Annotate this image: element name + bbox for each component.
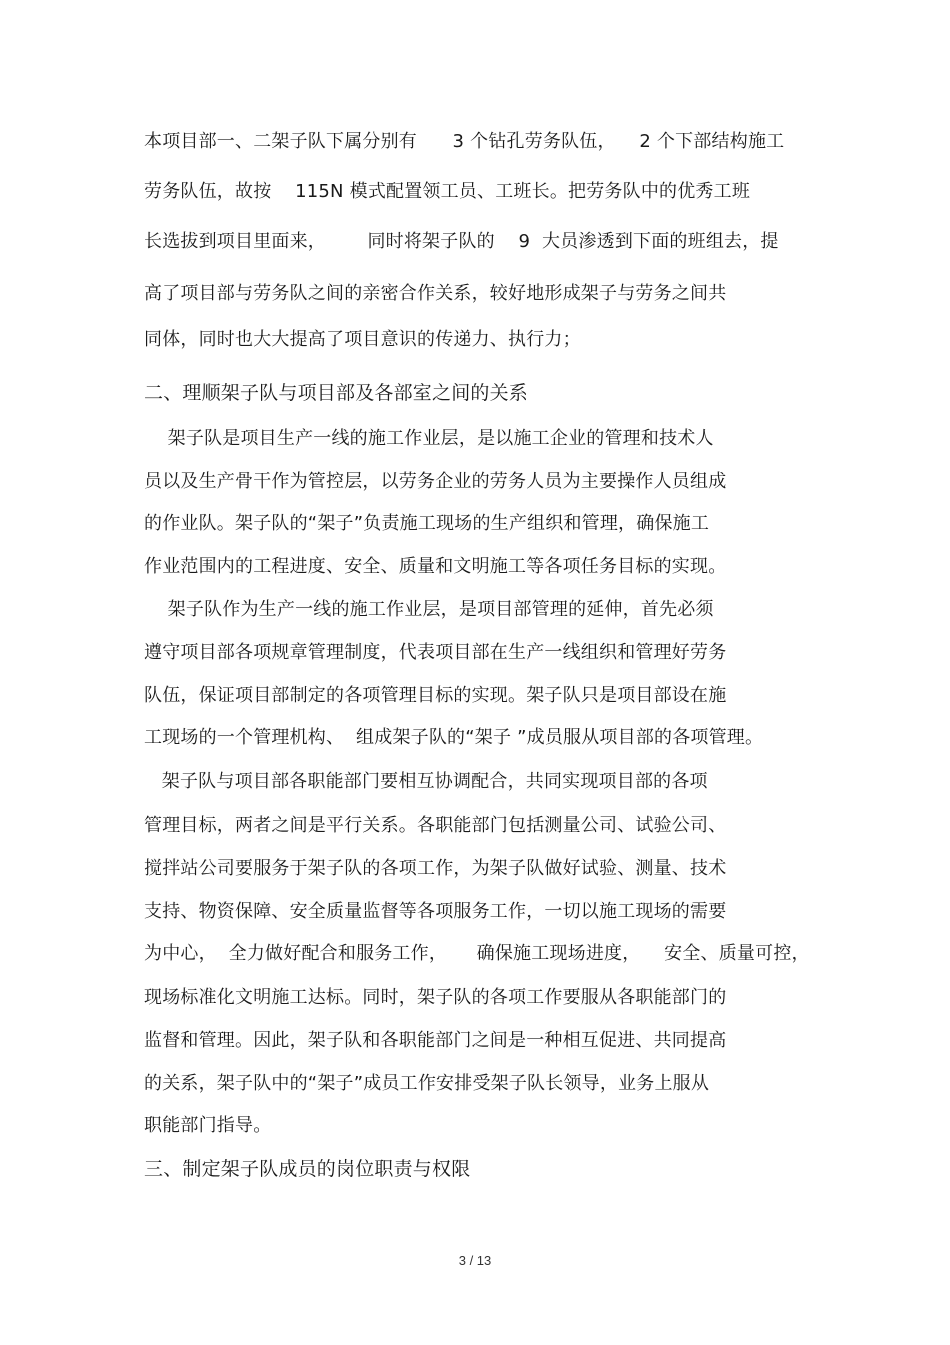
text-line: 职能部门指导。 xyxy=(144,1115,272,1136)
text-line: 长选拔到项目里面来， 同时将架子队的 9 大员渗透到下面的班组去，提 xyxy=(144,231,779,252)
text-line: 作业范围内的工程进度、安全、质量和文明施工等各项任务目标的实现。 xyxy=(144,556,727,577)
text-line: 工现场的一个管理机构、 组成架子队的“架子 ”成员服从项目部的各项管理。 xyxy=(144,727,764,748)
text-line: 架子队作为生产一线的施工作业层，是项目部管理的延伸，首先必须 xyxy=(144,599,714,620)
text-line: 高了项目部与劳务队之间的亲密合作关系，较好地形成架子与劳务之间共 xyxy=(144,283,727,304)
text-line: 遵守项目部各项规章管理制度，代表项目部在生产一线组织和管理好劳务 xyxy=(144,642,727,663)
section-heading-2: 二、理顺架子队与项目部及各部室之间的关系 xyxy=(144,382,529,404)
text-line: 员以及生产骨干作为管控层，以劳务企业的劳务人员为主要操作人员组成 xyxy=(144,471,727,492)
text-line: 管理目标，两者之间是平行关系。各职能部门包括测量公司、试验公司、 xyxy=(144,815,727,836)
text-line: 监督和管理。因此，架子队和各职能部门之间是一种相互促进、共同提高 xyxy=(144,1030,727,1051)
page-number: 3 / 13 xyxy=(458,1253,492,1268)
text-line: 架子队与项目部各职能部门要相互协调配合，共同实现项目部的各项 xyxy=(144,771,708,792)
text-line: 为中心， 全力做好配合和服务工作， 确保施工现场进度， 安全、质量可控， xyxy=(144,943,810,964)
text-line: 架子队是项目生产一线的施工作业层，是以施工企业的管理和技术人 xyxy=(144,428,714,449)
text-line: 支持、物资保障、安全质量监督等各项服务工作，一切以施工现场的需要 xyxy=(144,901,727,922)
text-line: 本项目部一、二架子队下属分别有 3 个钻孔劳务队伍， 2 个下部结构施工 xyxy=(144,131,785,152)
text-line: 现场标准化文明施工达标。同时，架子队的各项工作要服从各职能部门的 xyxy=(144,987,727,1008)
text-line: 劳务队伍，故按 115N 模式配置领工员、工班长。把劳务队中的优秀工班 xyxy=(144,181,751,202)
text-line: 的关系，架子队中的“架子”成员工作安排受架子队长领导，业务上服从 xyxy=(144,1073,710,1094)
section-heading-3: 三、制定架子队成员的岗位职责与权限 xyxy=(144,1158,471,1180)
text-line: 同体，同时也大大提高了项目意识的传递力、执行力； xyxy=(144,329,581,350)
text-line: 队伍，保证项目部制定的各项管理目标的实现。架子队只是项目部设在施 xyxy=(144,685,727,706)
text-line: 搅拌站公司要服务于架子队的各项工作，为架子队做好试验、测量、技术 xyxy=(144,858,727,879)
text-line: 的作业队。架子队的“架子”负责施工现场的生产组织和管理，确保施工 xyxy=(144,513,710,534)
